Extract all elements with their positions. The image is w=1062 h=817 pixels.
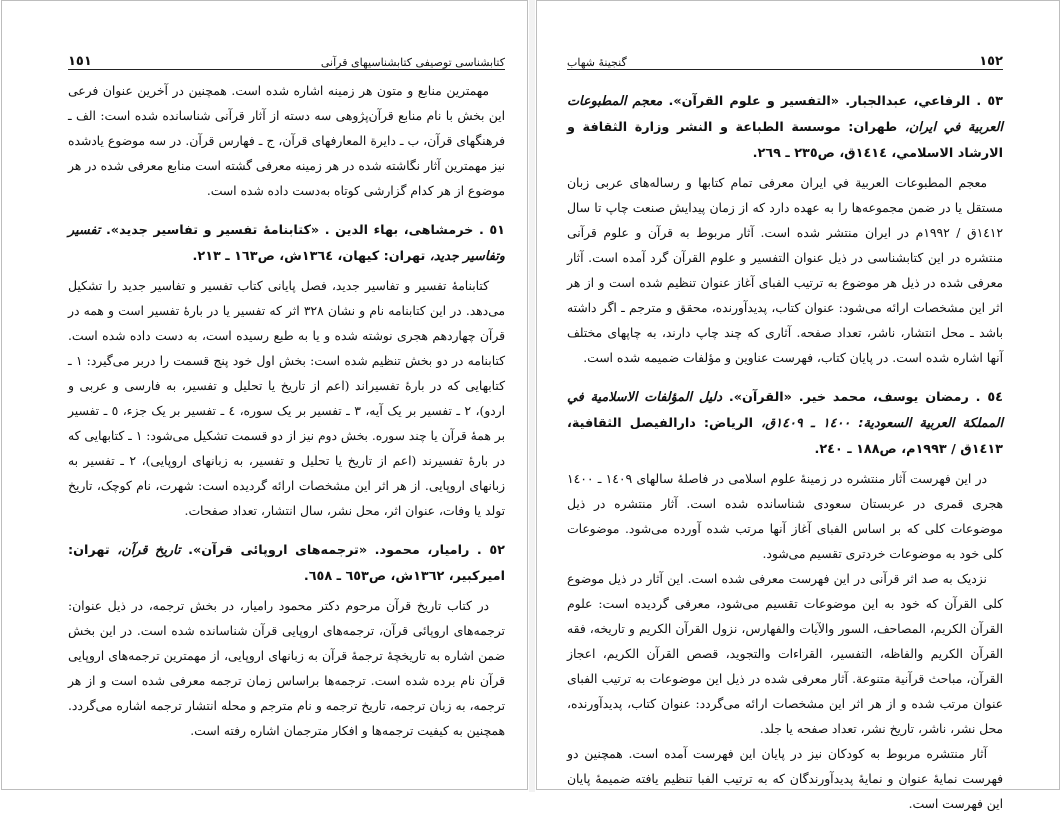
entry-53-citation: ٥٣ . الرفاعي، عبدالجبار. «التفسير و علوم القرآن». [662, 94, 1003, 109]
right-page [536, 0, 1060, 811]
right-running-title: گنجینهٔ شهاب [567, 56, 627, 69]
entry-51-source-title: تفسیر وتفاسیر جدید، [68, 223, 505, 264]
entry-54-heading [567, 385, 1003, 463]
entry-51-publication: تهران: کیهان، ١٣٦٤ش، ص١٦٣ ـ ٢١٣. [192, 249, 430, 264]
left-page [1, 0, 528, 790]
entry-52-citation: ٥٢ . رامیار، محمود. «ترجمه‌های اروپائی قرآن». [180, 543, 505, 558]
entry-54-description-2: نزدیک به صد اثر قرآنی در این فهرست معرفی شده است. این آثار در ذیل موضوع کلی القرآن که خود به این موضوعات تقسیم می‌شود، معرفی گردیده است: علوم القرآن الكريم، المصاحف، السور والآيات والفهارس، نزول القرآن الكريم و تاريخه، فقه القرآن الكريم والفاظه، التفسير، القراءات والتجويد، قصص القرآن الكريم، اعجاز القرآن، مباحث قرآنية متنوعة. آثار معرفی شده در ذیل این موضوعات به ترتیب الفبای عنوان مرتب شده و از هر اثر این مشخصات ارائه می‌گردد: عنوان کتاب، پدیدآورنده، محل نشر، ناشر، تاریخ نشر، تعداد صفحه یا جلد. [567, 572, 1003, 736]
page-gutter [529, 0, 535, 792]
entry-53-description: معجم المطبوعات العربية في ايران معرفی تمام کتابها و رساله‌های عربی زبان مستقل یا در ضمن مجموعه‌ها را به عهده دارد که از زمان پیدایش صنعت چاپ تا سال ١٤١٢ق / ١٩٩٢م در ایران منتشر شده است. آثار مربوط به قرآن و علوم قرآنی منتشره در این کتابشناسی در ذیل عنوان التفسير و علوم القرآن گرد آمده است. آثار معرفی شده در ذیل هر موضوع به ترتیب الفبای آغاز عنوان تنظیم شده است و از هر اثر این مشخصات ارائه می‌شود: عنوان کتاب، پدیدآورنده، محقق و مترجم ـ اگر داشته باشد ـ محل انتشار، ناشر، تعداد صفحه. آثاری که چند چاپ دارند، به چاپهای مختلف آنها اشاره شده است. در پایان کتاب، فهرست عناوین و مؤلفات ضمیمه شده است. [567, 176, 1003, 365]
entry-54-source-title: دليل المؤلفات الاسلامية في المملكة العربية السعودية: ١٤٠٠ ـ ١٤٠٩ق، [567, 390, 1003, 431]
right-page-number: ١٥٢ [979, 54, 1003, 69]
entry-52-source-title: تاریخ قرآن، [117, 543, 181, 558]
entry-52-publication: تهران: امیرکبیر، ١٣٦٢ش، ص٦٥٣ ـ ٦٥٨. [68, 543, 505, 584]
entry-54-publication: الرياض: دارالفيصل الثقافية، ١٤١٣ق / ١٩٩٣م، ص١٨٨ ـ ٢٤٠. [567, 416, 1003, 457]
left-running-title: کتابشناسی توصیفی کتابشناسیهای قرآنی [320, 56, 505, 69]
entry-54-description-1: در این فهرست آثار منتشره در زمینهٔ علوم اسلامی در فاصلهٔ سالهای ١٤٠٩ ـ ١٤٠٠ هجری قمری در عربستان سعودی شناسانده شده است. آثار منتشره در ذیل موضوعات کلی که بر اساس الفبای آغاز آنها مرتب شده آورده می‌شود. موضوعات کلی خود به موضوعات خردتری تقسیم می‌شود. [567, 472, 1003, 561]
entry-54-description-3: آثار منتشره مربوط به کودکان نیز در پایان این فهرست آمده است. همچنین دو فهرست نمایهٔ عنوان و نمایهٔ پدیدآورندگان که به ترتیب الفبا تنظیم یافته ضمیمهٔ پایان این فهرست است. [567, 747, 1003, 811]
entry-51-description: کتابنامهٔ تفسیر و تفاسیر جدید، فصل پایانی کتاب تفسیر و تفاسیر جدید را تشکیل می‌دهد. در این کتابنامه نام و نشان ٣٢٨ اثر که تفسیر یا در بارهٔ تفسیر است و همه در قرآن چهاردهم هجری نوشته شده و یا به طبع رسیده است، به دست داده شده است. کتابنامه در دو بخش تنظیم شده است: بخش اول خود پنج قسمت را دربر می‌گیرد: ١ ـ کتابهایی که در بارهٔ تفسیراند (اعم از تاریخ یا تحلیل و تفسیر، به فارسی و عربی و اردو)، ٢ ـ تفسیر بر یک آیه، ٣ ـ تفسیر بر یک سوره، ٤ ـ تفسیر بر یک جزء، ٥ ـ تفسیر بر همهٔ قرآن یا چند سوره. بخش دوم نیز از دو قسمت تشکیل می‌شود: ١ ـ کتابهایی که در بارهٔ تفسیرند (اعم از تاریخ یا تحلیل و تفسیر، به زبانهای اروپایی)، ٢ ـ تفسیر به زبانهای اروپایی. از هر اثر این مشخصات ارائه گردیده است: شهرت، نام کوچک، تاریخ تولد یا وفات، عنوان اثر، محل نشر، سال انتشار، تعداد صفحات. [68, 279, 506, 518]
entry-53-source-title: معجم المطبوعات العربية في ايران، [567, 94, 1003, 135]
right-running-header [567, 47, 1003, 70]
entry-54-citation: ٥٤ . رمضان یوسف، محمد خیر. «القرآن». [722, 390, 1003, 405]
left-running-header [68, 47, 505, 70]
entry-51-citation: ٥١ . خرمشاهی، بهاء الدین . «کتابنامهٔ تفسیر و تفاسیر جدید». [100, 223, 505, 238]
right-page-body [567, 89, 1003, 817]
entry-52-heading [68, 538, 505, 590]
left-page-body [68, 79, 505, 744]
entry-52-description: در کتاب تاریخ قرآن مرحوم دکتر محمود رامیار، در بخش ترجمه، در ذیل عنوان: ترجمه‌های اروپائی قرآن، ترجمه‌های اروپایی قرآن شناسانده شده است. در این بخش ضمن اشاره به تاریخچهٔ ترجمهٔ قرآن به زبانهای اروپایی، از مهمترین ترجمه‌های اروپایی قرآن نام برده شده است. ترجمه‌ها براساس زمان ترجمه معرفی شده است و از هر ترجمه، به زبان ترجمه، تاریخ ترجمه و نام مترجم و محله انتشار ترجمه اشاره می‌گردد. همچنین به کیفیت ترجمه‌ها و افکار مترجمان اشاره رفته است. [68, 599, 505, 738]
left-page-number: ١٥١ [68, 54, 92, 69]
entry-51-heading [68, 218, 505, 270]
entry-53-heading [567, 89, 1003, 167]
intro-paragraph: مهمترین منابع و متون هر زمینه اشاره شده است. همچنین در آخرین عنوان فرعی این بخش با نام منابع قرآن‌پژوهی سه دسته از آثار قرآنی شناسانده شده است: الف ـ فرهنگهای قرآن، ب ـ دایرة المعارفهای قرآن، ج ـ فهارس قرآن. در سه موضوع یادشده نیز مهمترین آثار نگاشته شده در هر زمینه معرفی گشته است منابع معرفی شده در هر موضوع از هر کدام گزارشی کوتاه به‌دست داده شده است. [68, 84, 505, 198]
entry-53-publication: طهران: موسسة الطباعة و النشر وزارة الثقافة و الارشاد الاسلامي، ١٤١٤ق، ص٢٣٥ ـ ٢٦٩. [567, 120, 1003, 161]
